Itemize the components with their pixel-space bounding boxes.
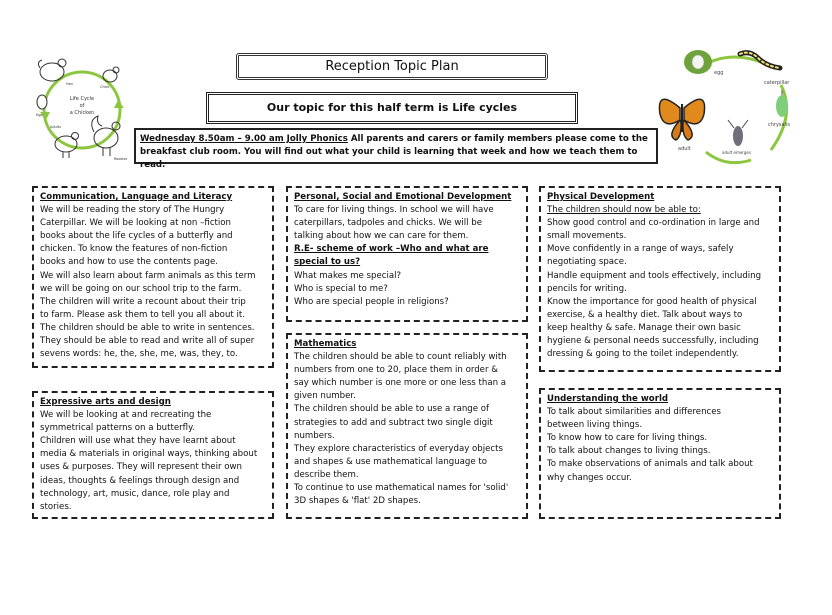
panel-line: 3D shapes & 'flat' 2D shapes. [294, 496, 421, 507]
adult-emerges-icon [728, 120, 748, 146]
chicken-life-cycle-illustration [30, 52, 136, 164]
panel-line: To talk about changes to living things. [547, 446, 711, 457]
re-scheme-subheading-cont: special to us? [294, 257, 361, 268]
panel-heading: Understanding the world [547, 394, 669, 404]
adults-label: Adults [50, 125, 61, 129]
egg-icon [37, 95, 47, 109]
panel-intro: The children should now be able to: [547, 205, 701, 216]
panel-line: exercise, & a healthy diet. Talk about ways to [547, 309, 743, 320]
panel-line: To know how to care for living things. [547, 433, 708, 444]
panel-heading: Expressive arts and design [40, 397, 171, 407]
butterfly-icon [659, 99, 704, 140]
panel-line: we will be going on our school trip to the farm. [40, 283, 242, 294]
panel-line: pencils for writing. [547, 283, 627, 294]
caterpillar-icon [740, 53, 780, 68]
panel-line: books and how to use the contents page. [40, 257, 218, 268]
notice-text: All parents and carers or family members please come to the breakfast club room. You will find out what your child is learning that week and how we teach them to read. [140, 134, 648, 170]
egg-icon [684, 50, 712, 74]
panel-heading: Personal, Social and Emotional Development [294, 192, 512, 202]
panel-line: media & materials in original ways, thinking about [40, 449, 258, 460]
panel-line: to farm. Please ask them to tell you all about it. [40, 309, 245, 320]
panel-line: numbers from one to 20, place them in order & [294, 365, 498, 376]
panel-line: The children should be able to count reliably with [294, 352, 507, 363]
page-title [236, 53, 548, 80]
panel-line: sevens words: he, the, she, me, was, they, to. [40, 349, 238, 360]
panel-line: say which number is one more or one less than a [294, 378, 507, 389]
panel-heading: Physical Development [547, 192, 655, 202]
panel-line: hygiene & personal needs successfully, including [547, 336, 759, 347]
panel-line: numbers. [294, 430, 335, 441]
panel-line: books about the life cycles of a butterfly and [40, 231, 233, 242]
panel-line: symmetrical patterns on a butterfly. [40, 423, 195, 434]
of-label: of [79, 103, 85, 109]
panel-line: describe them. [294, 469, 359, 480]
re-scheme-subheading: R.E- scheme of work –Who and what are [294, 244, 489, 255]
panel-line: caterpillars, tadpoles and chicks. We will be [294, 218, 483, 229]
page-title-text: Reception Topic Plan [325, 59, 459, 74]
panel-line: strategies to add and subtract two single digit [294, 417, 493, 428]
rooster-label: Rooster [114, 157, 128, 161]
panel-line: We will be looking at and recreating the [40, 410, 212, 421]
panel-line: They should be able to read and write all of super [40, 336, 255, 347]
chrysalis-label: chrysalis [768, 122, 790, 128]
panel-line: dressing & going to the toilet independently. [547, 349, 739, 360]
personal-social-emotional-panel [286, 186, 528, 322]
panel-line: chicken. To know the features of non-fiction [40, 244, 228, 255]
panel-line: The children should be able to write in sentences. [40, 322, 255, 333]
panel-line: Caterpillar. We will be looking at non –fiction [40, 218, 232, 229]
panel-line: why changes occur. [547, 472, 632, 483]
panel-line: Show good control and co-ordination in large and [547, 218, 760, 229]
rooster-icon [92, 116, 120, 156]
chrysalis-icon [776, 90, 788, 117]
question-line: Who is special to me? [294, 283, 388, 294]
panel-line: Know the importance for good health of physical [547, 296, 757, 307]
panel-line: given number. [294, 391, 356, 402]
communication-language-literacy-panel [32, 186, 274, 368]
question-line: Who are special people in religions? [294, 296, 449, 307]
egg-label: egg [714, 70, 724, 76]
chick-label: Chick [100, 85, 110, 89]
topic-text: Our topic for this half term is Life cycles [266, 101, 518, 114]
hen-icon [38, 59, 66, 81]
panel-line: We will be reading the story of The Hungry [40, 205, 225, 216]
panel-line: To make observations of animals and talk about [547, 459, 753, 470]
caterpillar-label: caterpillar [764, 80, 790, 86]
panel-line: between living things. [547, 420, 643, 431]
life-cycle-label: Life Cycle [69, 96, 95, 102]
panel-line: ideas, thoughts & feelings through design and [40, 475, 240, 486]
panel-line: technology, art, music, dance, role play and [40, 488, 230, 499]
adult-label: adult [678, 146, 691, 152]
notice-lead: Wednesday 8.50am – 9.00 am Jolly Phonics [140, 134, 348, 144]
panel-line: uses & purposes. They will represent their own [40, 462, 242, 473]
expressive-arts-design-panel [32, 391, 274, 519]
physical-development-panel [539, 186, 781, 372]
panel-line: They explore characteristics of everyday objects [294, 443, 503, 454]
panel-line: We will also learn about farm animals as this term [40, 270, 256, 281]
egg-label: Egg [36, 113, 43, 117]
panel-line: Handle equipment and tools effectively, including [547, 270, 762, 281]
adult-emerges-label: adult emerges [722, 150, 751, 155]
panel-line: To continue to use mathematical names for 'solid' [294, 483, 509, 494]
jolly-phonics-notice [134, 128, 658, 170]
panel-line: keep healthy & safe. Manage their own basic [547, 322, 741, 333]
panel-line: The children will write a recount about their trip [40, 296, 246, 307]
panel-line: The children should be able to use a range of [294, 404, 490, 415]
panel-line: To care for living things. In school we will have [294, 205, 494, 216]
panel-line: Children will use what they have learnt about [40, 436, 236, 447]
topic-banner [206, 92, 578, 124]
panel-line: negotiating space. [547, 257, 627, 268]
panel-line: stories. [40, 501, 72, 512]
hen-label: Hen [66, 82, 74, 86]
butterfly-life-cycle-illustration [656, 40, 802, 170]
panel-line: small movements. [547, 231, 627, 242]
panel-line: To talk about similarities and differences [547, 407, 722, 418]
panel-heading: Mathematics [294, 339, 357, 349]
understanding-the-world-panel [539, 388, 781, 519]
panel-line: and shapes & use mathematical language to [294, 456, 488, 467]
mathematics-panel [286, 333, 528, 519]
panel-heading: Communication, Language and Literacy [40, 192, 233, 202]
a-chicken-label: a Chicken [69, 110, 95, 116]
question-line: What makes me special? [294, 270, 402, 281]
panel-line: Move confidently in a range of ways, safely [547, 244, 734, 255]
panel-line: talking about how we can care for them. [294, 231, 469, 242]
